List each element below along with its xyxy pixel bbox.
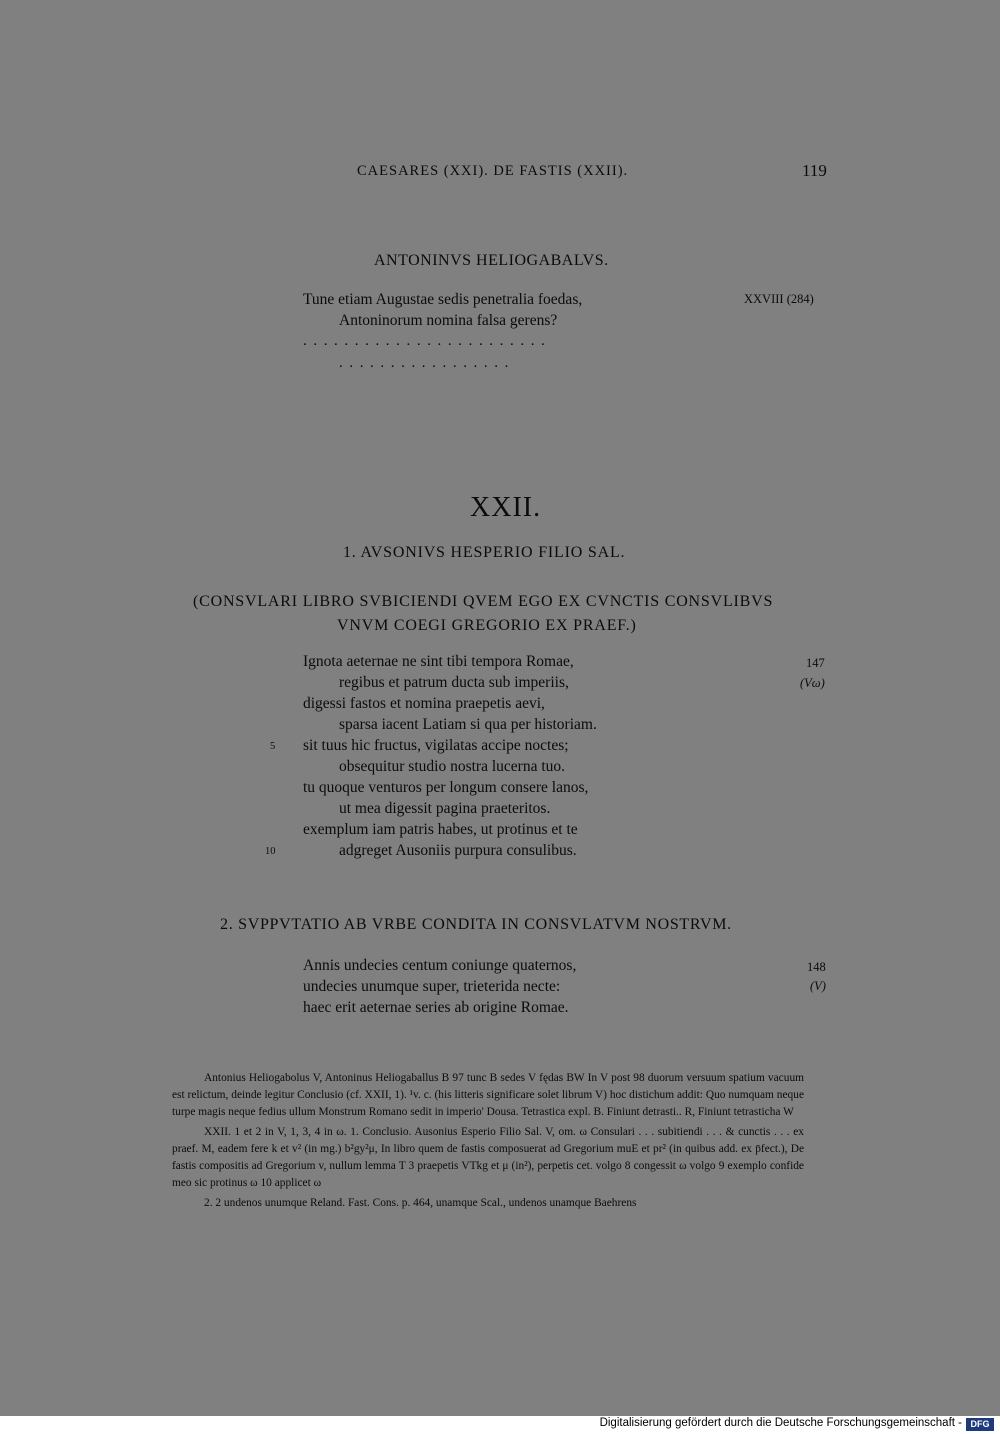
verse-line: sit tuus hic fructus, vigilatas accipe noctes; <box>303 737 569 754</box>
verse-line: Tune etiam Augustae sedis penetralia foedas, <box>303 291 583 308</box>
poem-heading: 2. SVPPVTATIO AB VRBE CONDITA IN CONSVLATVM NOSTRVM. <box>220 916 732 933</box>
verse-line: digessi fastos et nomina praepetis aevi, <box>303 695 545 712</box>
footer-bar <box>0 1416 1000 1434</box>
verse-reference: 148 <box>807 960 826 974</box>
lacuna-dots: ........................ <box>303 333 552 349</box>
verse-line: Annis undecies centum coniunge quaternos, <box>303 957 577 974</box>
apparatus-paragraph: 2. 2 undenos unumque Reland. Fast. Cons. p. 464, unamque Scal., undenos unamque Baehrens <box>204 1197 637 1209</box>
verse-line: haec erit aeternae series ab origine Romae. <box>303 999 569 1016</box>
verse-line: Ignota aeternae ne sint tibi tempora Romae, <box>303 653 574 670</box>
verse-line: sparsa iacent Latiam si qua per historiam. <box>339 716 597 733</box>
poem-heading: 1. AVSONIVS HESPERIO FILIO SAL. <box>343 544 626 561</box>
lacuna-dots: ................. <box>339 355 515 371</box>
poem-subheading: VNVM COEGI GREGORIO EX PRAEF.) <box>337 617 637 634</box>
verse-reference: 147 <box>806 656 825 670</box>
verse-reference: XXVIII (284) <box>744 292 814 306</box>
verse-line: tu quoque venturos per longum consere lanos, <box>303 779 589 796</box>
chapter-number: XXII. <box>470 492 542 523</box>
verse-line: regibus et patrum ducta sub imperiis, <box>339 674 569 691</box>
apparatus-paragraph: Antonius Heliogabolus V, Antoninus Heliogaballus B 97 tunc B sedes V fędas BW In V post 98 duorum versuum spatium vacuum est relictum, deinde legitur Conclusio (cf. XXII, 1). ¹v. c. (his litteris significare solet librum V) hoc distichum addit: Quo numquam neque turpe magis neque fedius ullum Monstrum Romano sedit in imperio' Dousa. Tetrastica expl. B. Finiunt detrasti.. R, Finiunt tetrasticha W <box>172 1072 804 1118</box>
funding-notice: Digitalisierung gefördert durch die Deutsche Forschungsgemeinschaft - <box>599 1417 962 1429</box>
verse-line: Antoninorum nomina falsa gerens? <box>339 312 558 329</box>
poem-subheading: (CONSVLARI LIBRO SVBICIENDI QVEM EGO EX CVNCTIS CONSVLIBVS <box>193 593 774 610</box>
verse-line: exemplum iam patris habes, ut protinus et te <box>303 821 578 838</box>
line-number: 5 <box>270 741 276 752</box>
apparatus-paragraph: XXII. 1 et 2 in V, 1, 3, 4 in ω. 1. Conclusio. Ausonius Esperio Filio Sal. V, om. ω Consulari . . . subitiendi . . . & cunctis . . . ex praef. M, eadem fere k et v² (in mg.) b²gy²μ, In libro quem de fastis composuerat ad Gregorium muE et pr² (in quibus add. ex p̄fect.), De fastis compositis ad Gregorium v, nullum lemma T 3 praepetis VTkg et μ (in²), perpetis cet. volgo 8 congessit ω volgo 9 exemplo confide meo sic protinus ω 10 applicet ω <box>172 1126 804 1189</box>
verse-line: obsequitur studio nostra lucerna tuo. <box>339 758 565 775</box>
running-head: CAESARES (XXI). DE FASTIS (XXII). <box>357 163 629 179</box>
verse-line: ut mea digessit pagina praeteritos. <box>339 800 551 817</box>
dfg-logo: DFG <box>966 1418 994 1431</box>
section-title: ANTONINVS HELIOGABALVS. <box>374 252 609 269</box>
verse-reference: (V) <box>810 979 826 993</box>
critical-apparatus <box>172 1070 804 1212</box>
line-number: 10 <box>265 846 276 857</box>
verse-line: adgreget Ausoniis purpura consulibus. <box>339 842 577 859</box>
verse-reference: (Vω) <box>800 676 825 690</box>
verse-line: undecies unumque super, trieterida necte: <box>303 978 561 995</box>
page-number: 119 <box>802 161 827 180</box>
